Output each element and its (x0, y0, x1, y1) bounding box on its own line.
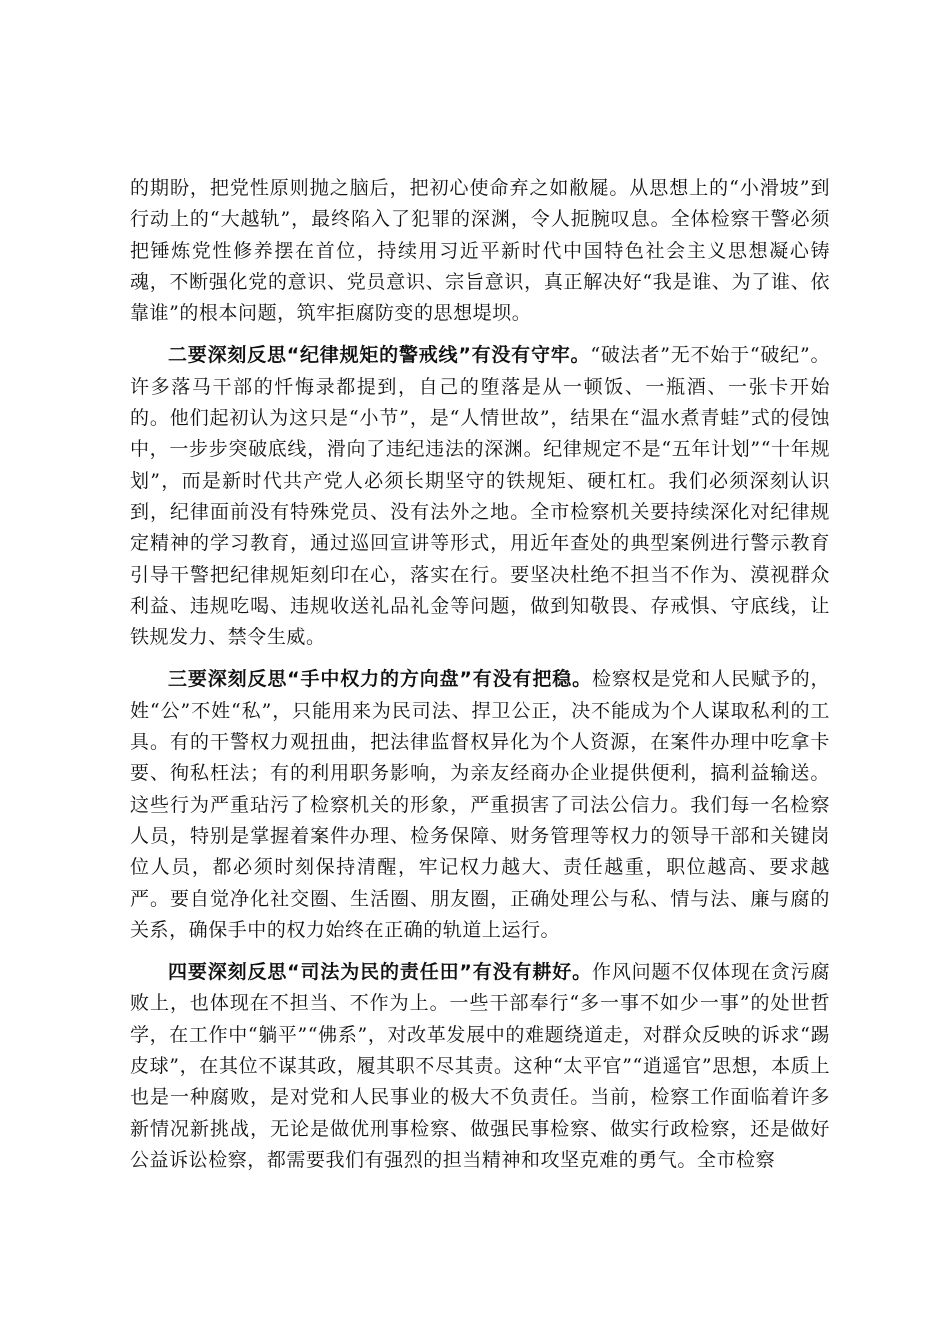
paragraph-continuation (130, 173, 830, 329)
paragraph-heading: 二要深刻反思“纪律规矩的警戒线”有没有守牢。 (168, 344, 591, 367)
paragraph-text: 作风问题不仅体现在贪污腐败上，也体现在不担当、不作为上。一些干部奉行“多一事不如少一事”的处世哲学，在工作中“躺平”“佛系”，对改革发展中的难题绕道走，对群众反映的诉求“踢皮球”，在其位不谋其政，履其职不尽其责。这种“太平官”“逍遥官”思想，本质上也是一种腐败，是对党和人民事业的极大不负责任。当前，检察工作面临着许多新情况新挑战，无论是做优刑事检察、做强民事检察、做实行政检察，还是做好公益诉讼检察，都需要我们有强烈的担当精神和攻坚克难的勇气。全市检察 (130, 961, 830, 1171)
paragraph-text: 的期盼，把党性原则抛之脑后，把初心使命弃之如敝屣。从思想上的“小滑坡”到行动上的“大越轨”，最终陷入了犯罪的深渊，令人扼腕叹息。全体检察干警必须把锤炼党性修养摆在首位，持续用习近平新时代中国特色社会主义思想凝心铸魂，不断强化党的意识、党员意识、宗旨意识，真正解决好“我是谁、为了谁、依靠谁”的根本问题，筑牢拒腐防变的思想堤坝。 (130, 177, 830, 325)
document-body (130, 173, 830, 1187)
paragraph-heading: 四要深刻反思“司法为民的责任田”有没有耕好。 (168, 961, 592, 984)
paragraph-text: “破法者”无不始于“破纪”。许多落马干部的忏悔录都提到，自己的堕落是从一顿饭、一瓶酒、一张卡开始的。他们起初认为这只是“小节”，是“人情世故”，结果在“温水煮青蛙”式的侵蚀中，一步步突破底线，滑向了违纪违法的深渊。纪律规定不是“五年计划”“十年规划”，而是新时代共产党人必须长期坚守的铁规矩、硬杠杠。我们必须深刻认识到，纪律面前没有特殊党员、没有法外之地。全市检察机关要持续深化对纪律规定精神的学习教育，通过巡回宣讲等形式，用近年查处的典型案例进行警示教育引导干警把纪律规矩刻印在心，落实在行。要坚决杜绝不担当不作为、漠视群众利益、违规吃喝、违规收送礼品礼金等问题，做到知敬畏、存戒惧、守底线，让铁规发力、禁令生威。 (130, 344, 831, 649)
paragraph-text: 检察权是党和人民赋予的，姓“公”不姓“私”，只能用来为民司法、捍卫公正，决不能成为个人谋取私利的工具。有的干警权力观扭曲，把法律监督权异化为个人资源，在案件办理中吃拿卡要、徇私枉法；有的利用职务影响，为亲友经商办企业提供便利，搞利益输送。这些行为严重玷污了检察机关的形象，严重损害了司法公信力。我们每一名检察人员，特别是掌握着案件办理、检务保障、财务管理等权力的领导干部和关键岗位人员，都必须时刻保持清醒，牢记权力越大、责任越重，职位越高、要求越严。要自觉净化社交圈、生活圈、朋友圈，正确处理公与私、情与法、廉与腐的关系，确保手中的权力始终在正确的轨道上运行。 (130, 668, 830, 941)
paragraph-discipline (130, 340, 830, 653)
paragraph-responsibility (130, 957, 830, 1176)
paragraph-heading: 三要深刻反思“手中权力的方向盘”有没有把稳。 (168, 668, 592, 691)
paragraph-power (130, 664, 830, 946)
